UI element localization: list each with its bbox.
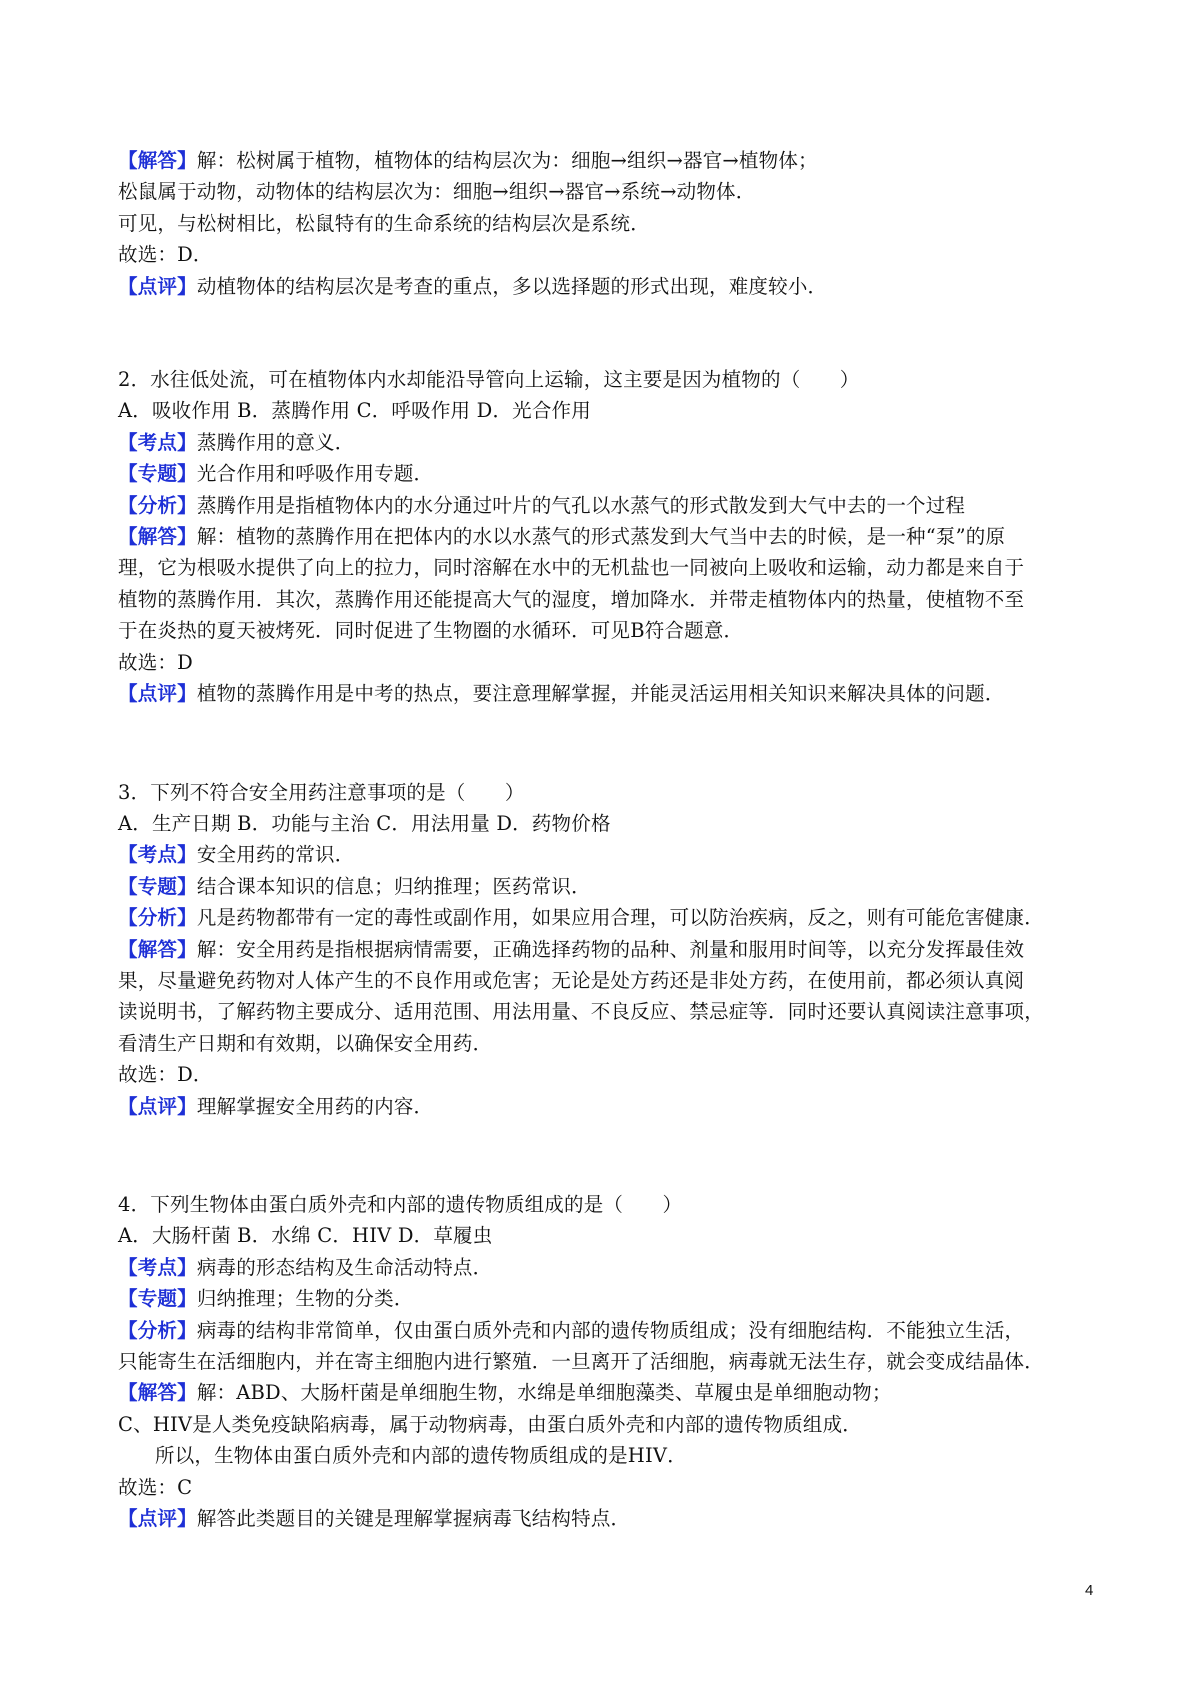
- zhuanti-label: 【专题】: [118, 874, 197, 898]
- q1-choice: 故选：D．: [118, 243, 213, 267]
- jieda-label: 【解答】: [118, 937, 197, 961]
- fenxi-label: 【分析】: [118, 1318, 197, 1342]
- q3-kaodian: [118, 839, 1098, 870]
- dianping-label: 【点评】: [118, 682, 197, 706]
- q2-question: 2．水往低处流，可在植物体内水却能沿导管向上运输，这主要是因为植物的（ ）: [118, 368, 860, 392]
- q2-jieda-line-1: [118, 521, 1098, 552]
- zhuanti-label: 【专题】: [118, 1287, 197, 1311]
- q2-fenxi-text: 蒸腾作用是指植物体内的水分通过叶片的气孔以水蒸气的形式散发到大气中去的一个过程: [196, 493, 966, 517]
- jieda-label: 【解答】: [118, 1381, 197, 1405]
- q4-dianping-text: 解答此类题目的关键是理解掌握病毒飞结构特点．: [196, 1507, 631, 1531]
- q3-jieda-text-1: 解：安全用药是指根据病情需要，正确选择药物的品种、剂量和服用时间等，以充分发挥最佳效: [196, 937, 1025, 961]
- section-gap: [118, 710, 1098, 777]
- q3-zhuanti-text: 结合课本知识的信息；归纳推理；医药常识．: [196, 874, 591, 898]
- q3-dianping: [118, 1091, 1098, 1122]
- q4-zhuanti: [118, 1283, 1098, 1314]
- q1-comment-line: [118, 271, 1098, 302]
- q2-jieda-line-4: 于在炎热的夏天被烤死．同时促进了生物圈的水循环．可见B符合题意．: [118, 619, 744, 643]
- q2-jieda-line-3: 植物的蒸腾作用．其次，蒸腾作用还能提高大气的湿度，增加降水．并带走植物体内的热量，使植物不至: [118, 587, 1025, 611]
- q4-question: 4．下列生物体由蛋白质外壳和内部的遗传物质组成的是（ ）: [118, 1192, 683, 1216]
- q1-answer-line-2: 松鼠属于动物，动物体的结构层次为：细胞→组织→器官→系统→动物体．: [118, 180, 756, 204]
- q4-jieda-line-2: C、HIV是人类免疫缺陷病毒，属于动物病毒，由蛋白质外壳和内部的遗传物质组成．: [118, 1412, 863, 1436]
- q2-options: A．吸收作用 B．蒸腾作用 C．呼吸作用 D．光合作用: [118, 399, 591, 423]
- jieda-label: 【解答】: [118, 525, 197, 549]
- kaodian-label: 【考点】: [118, 430, 197, 454]
- zhuanti-label: 【专题】: [118, 462, 197, 486]
- q4-fenxi-line-1: [118, 1315, 1098, 1346]
- q2-kaodian: [118, 427, 1098, 458]
- q2-zhuanti: [118, 458, 1098, 489]
- q2-dianping: [118, 678, 1098, 709]
- dianping-label: 【点评】: [118, 274, 197, 298]
- q4-kaodian: [118, 1252, 1098, 1283]
- q3-zhuanti: [118, 871, 1098, 902]
- q2-choice: 故选：D: [118, 650, 193, 674]
- page-content: [118, 145, 1098, 1534]
- q4-jieda-text-1: 解：ABD、大肠杆菌是单细胞生物，水绵是单细胞藻类、草履虫是单细胞动物；: [196, 1381, 892, 1405]
- q2-kaodian-text: 蒸腾作用的意义．: [196, 430, 355, 454]
- section-gap: [118, 1122, 1098, 1189]
- q3-jieda-line-3: 读说明书，了解药物主要成分、适用范围、用法用量、不良反应、禁忌症等．同时还要认真阅读注意事项，: [118, 1000, 1044, 1024]
- q3-jieda-line-1: [118, 934, 1098, 965]
- q3-fenxi: [118, 902, 1098, 933]
- q1-answer-line-1: [118, 145, 1098, 176]
- q3-options: A．生产日期 B．功能与主治 C．用法用量 D．药物价格: [118, 811, 611, 835]
- fenxi-label: 【分析】: [118, 493, 197, 517]
- q2-dianping-text: 植物的蒸腾作用是中考的热点，要注意理解掌握，并能灵活运用相关知识来解决具体的问题．: [196, 682, 1005, 706]
- q4-options: A．大肠杆菌 B．水绵 C．HIV D．草履虫: [118, 1224, 493, 1248]
- q3-kaodian-text: 安全用药的常识．: [196, 843, 355, 867]
- q1-answer-line-3: 可见，与松树相比，松鼠特有的生命系统的结构层次是系统．: [118, 211, 650, 235]
- q1-answer-text-1: 解：松树属于植物，植物体的结构层次为：细胞→组织→器官→植物体；: [196, 149, 818, 172]
- q4-fenxi-text-1: 病毒的结构非常简单，仅由蛋白质外壳和内部的遗传物质组成；没有细胞结构．不能独立生活，: [196, 1318, 1025, 1342]
- kaodian-label: 【考点】: [118, 1255, 197, 1279]
- q3-question: 3．下列不符合安全用药注意事项的是（ ）: [118, 780, 525, 804]
- q3-choice: 故选：D．: [118, 1063, 213, 1087]
- q3-fenxi-text: 凡是药物都带有一定的毒性或副作用，如果应用合理，可以防治疾病，反之，则有可能危害健康．: [196, 906, 1044, 930]
- q3-jieda-line-2: 果，尽量避免药物对人体产生的不良作用或危害；无论是处方药还是非处方药，在使用前，都必须认真阅: [118, 968, 1025, 992]
- q4-fenxi-line-2: 只能寄生在活细胞内，并在寄主细胞内进行繁殖．一旦离开了活细胞，病毒就无法生存，就会变成结晶体．: [118, 1350, 1044, 1373]
- page-number: 4: [1085, 1582, 1094, 1599]
- q2-jieda-text-1: 解：植物的蒸腾作用在把体内的水以水蒸气的形式蒸发到大气当中去的时候，是一种“泵”的原: [196, 525, 1006, 549]
- q4-zhuanti-text: 归纳推理；生物的分类．: [196, 1287, 414, 1311]
- q1-comment-text: 动植物体的结构层次是考查的重点，多以选择题的形式出现，难度较小．: [196, 274, 828, 298]
- q3-jieda-line-4: 看清生产日期和有效期，以确保安全用药．: [118, 1031, 493, 1055]
- q4-choice: 故选：C: [118, 1475, 193, 1499]
- q2-zhuanti-text: 光合作用和呼吸作用专题．: [196, 462, 434, 486]
- q4-dianping: [118, 1503, 1098, 1534]
- kaodian-label: 【考点】: [118, 843, 197, 867]
- q2-fenxi: [118, 490, 1098, 521]
- q3-dianping-text: 理解掌握安全用药的内容．: [196, 1094, 434, 1118]
- section-gap: [118, 302, 1098, 364]
- fenxi-label: 【分析】: [118, 906, 197, 930]
- jieda-label: 【解答】: [118, 149, 197, 172]
- q4-jieda-line-1: [118, 1377, 1098, 1408]
- q4-jieda-line-3: 所以，生物体由蛋白质外壳和内部的遗传物质组成的是HIV．: [155, 1444, 687, 1468]
- dianping-label: 【点评】: [118, 1507, 197, 1531]
- q4-kaodian-text: 病毒的形态结构及生命活动特点．: [196, 1255, 493, 1279]
- dianping-label: 【点评】: [118, 1094, 197, 1118]
- q2-jieda-line-2: 理，它为根吸水提供了向上的拉力，同时溶解在水中的无机盐也一同被向上吸收和运输，动力都是来自于: [118, 556, 1025, 580]
